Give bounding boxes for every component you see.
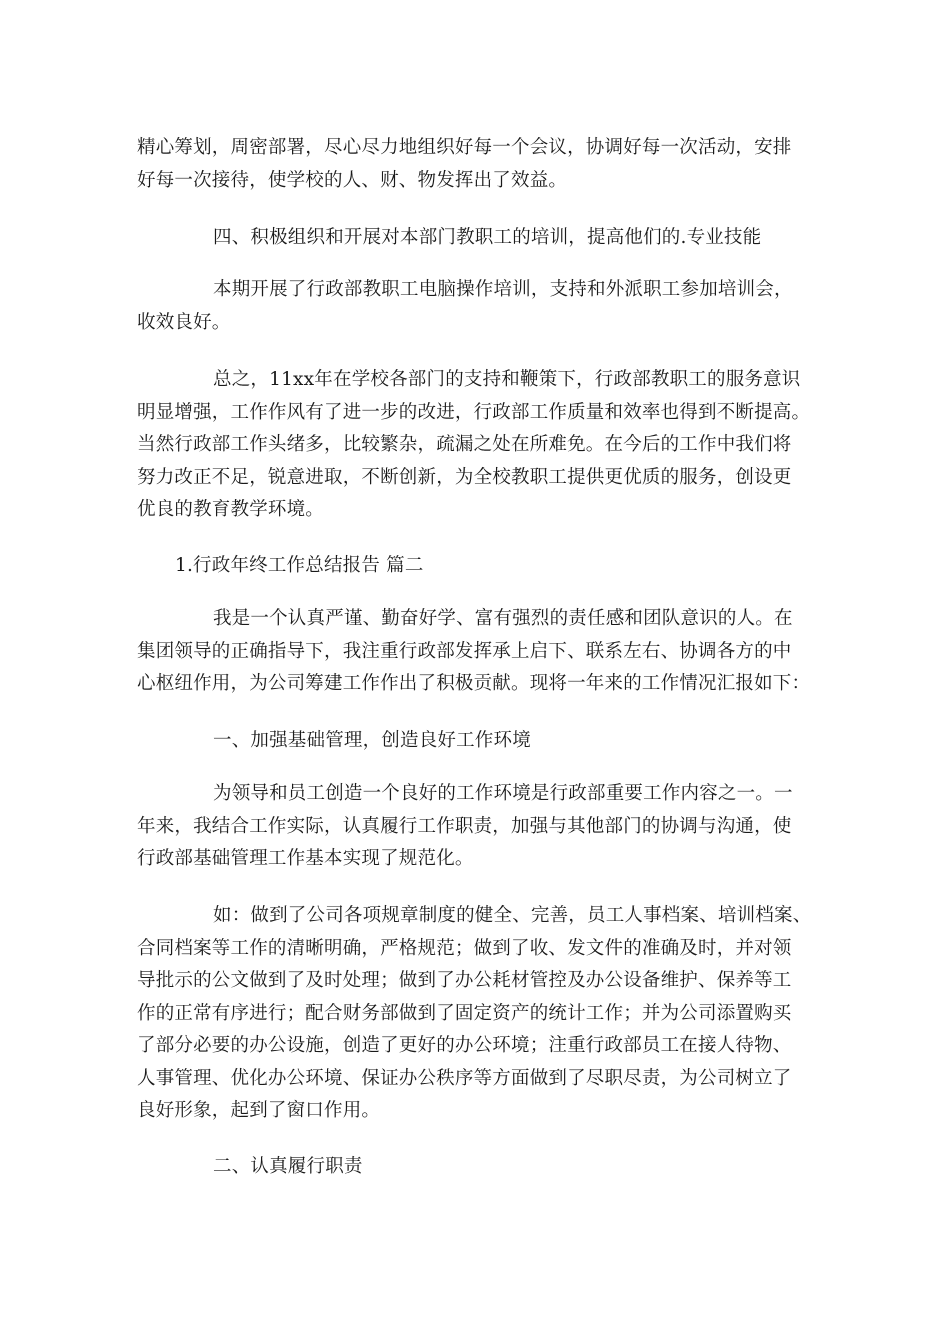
- paragraph-examples: [137, 900, 827, 1128]
- heading-text: 一、加强基础管理，创造良好工作环境: [213, 730, 531, 751]
- text-line: 明显增强，工作作风有了进一步的改进，行政部工作质量和效率也得到不断提高。: [137, 401, 811, 423]
- text-line: 导批示的公文做到了及时处理；做到了办公耗材管控及办公设备维护、保养等工: [137, 970, 792, 991]
- paragraph-summary: [137, 364, 827, 527]
- text-line: 心枢纽作用，为公司筹建工作作出了积极贡献。现将一年来的工作情况汇报如下：: [137, 673, 811, 694]
- paragraph-training: [137, 274, 827, 339]
- report-title-part-2: [137, 550, 827, 583]
- text-line: 行政部基础管理工作基本实现了规范化。: [137, 848, 474, 869]
- text-line: 作的正常有序进行；配合财务部做到了固定资产的统计工作；并为公司添置购买: [137, 1002, 792, 1024]
- text-line: 了部分必要的办公设施，创造了更好的办公环境；注重行政部员工在接人待物、: [137, 1035, 792, 1056]
- section-heading-2: [137, 1151, 827, 1184]
- text-line: 合同档案等工作的清晰明确，严格规范；做到了收、发文件的准确及时，并对领: [137, 937, 792, 959]
- text-line: 良好形象，起到了窗口作用。: [137, 1100, 381, 1121]
- paragraph-intro: [137, 603, 827, 701]
- text-line: 人事管理、优化办公环境、保证办公秩序等方面做到了尽职尽责，为公司树立了: [137, 1067, 792, 1089]
- paragraph-environment: [137, 778, 827, 876]
- paragraph-continuation: [137, 132, 827, 197]
- text-line: 本期开展了行政部教职工电脑操作培训，支持和外派职工参加培训会，: [213, 279, 793, 300]
- text-line: 我是一个认真严谨、勤奋好学、富有强烈的责任感和团队意识的人。在: [213, 608, 793, 629]
- heading-text: 四、积极组织和开展对本部门教职工的培训，提高他们的.专业技能: [213, 227, 762, 248]
- text-line: 为领导和员工创造一个良好的工作环境是行政部重要工作内容之一。一: [213, 783, 793, 804]
- text-line: 如：做到了公司各项规章制度的健全、完善，员工人事档案、培训档案、: [213, 905, 812, 926]
- heading-text: 二、认真履行职责: [213, 1156, 363, 1177]
- section-heading-4: [137, 222, 827, 255]
- text-line: 精心筹划，周密部署，尽心尽力地组织好每一个会议，协调好每一次活动，安排: [137, 137, 792, 158]
- text-line: 当然行政部工作头绪多，比较繁杂，疏漏之处在所难免。在今后的工作中我们将: [137, 434, 792, 455]
- text-line: 收效良好。: [137, 311, 231, 333]
- section-heading-1: [137, 725, 827, 758]
- title-text: 1.行政年终工作总结报告 篇二: [175, 555, 424, 576]
- text-line: 努力改正不足，锐意进取，不断创新，为全校教职工提供更优质的服务，创设更: [137, 466, 792, 488]
- text-line: 年来，我结合工作实际，认真履行工作职责，加强与其他部门的协调与沟通，使: [137, 815, 792, 837]
- text-line: 集团领导的正确指导下，我注重行政部发挥承上启下、联系左右、协调各方的中: [137, 640, 792, 662]
- text-line: 好每一次接待，使学校的人、财、物发挥出了效益。: [137, 169, 568, 191]
- text-line: 总之，11xx年在学校各部门的支持和鞭策下，行政部教职工的服务意识: [213, 369, 801, 390]
- text-line: 优良的教育教学环境。: [137, 499, 325, 520]
